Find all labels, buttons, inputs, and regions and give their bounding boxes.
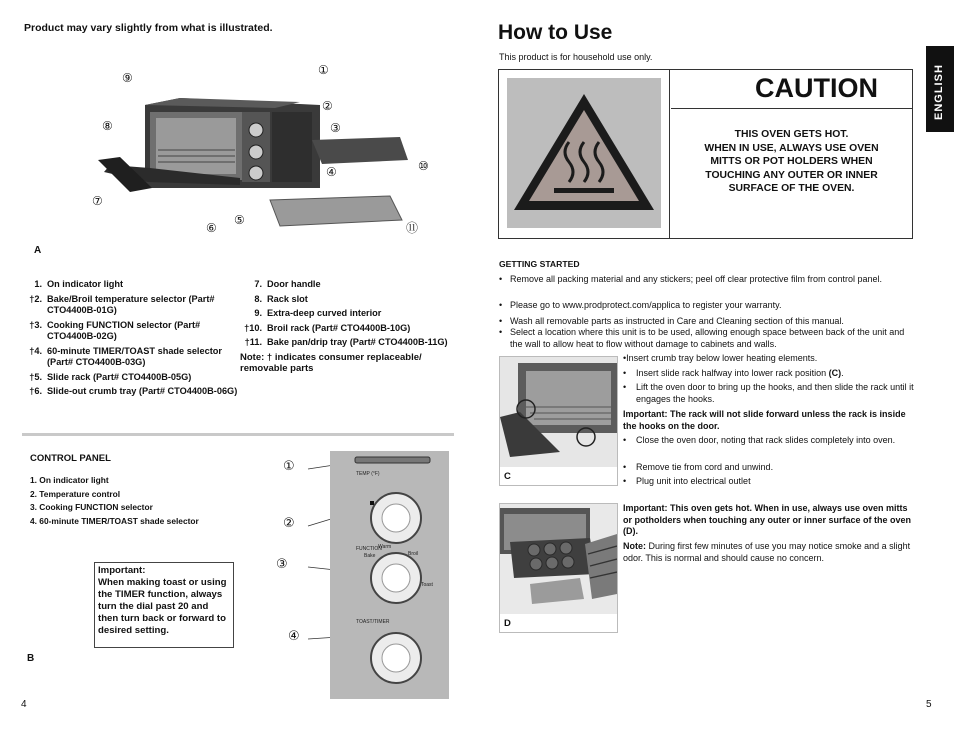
- list-item: •Insert crumb tray below lower heating elements.: [623, 353, 818, 363]
- getting-started-title: GETTING STARTED: [499, 259, 580, 269]
- language-tab: ENGLISH: [926, 46, 954, 132]
- panel-label-function: FUNCTION: [356, 546, 382, 552]
- callout-6: ⑥: [206, 221, 217, 235]
- list-item: • Select a location where this unit is to be used, allowing enough space between back of the unit and the wall to allow heat to flow without damage to cabinets and walls.: [499, 327, 905, 349]
- caution-box: [498, 69, 913, 239]
- list-item: †11. Bake pan/drip tray (Part# CTO4400B-11G): [244, 337, 448, 347]
- figure-b-label: B: [27, 653, 35, 664]
- control-panel-list: [30, 474, 199, 528]
- callout-10: ⑩: [418, 159, 429, 173]
- caution-text: THIS OVEN GETS HOT. WHEN IN USE, ALWAYS USE OVEN MITTS OR POT HOLDERS WHEN TOUCHING ANY OUTER OR INNER SURFACE OF THE OVEN.: [704, 129, 879, 194]
- product-variation-note: Product may vary slightly from what is illustrated.: [24, 22, 273, 34]
- panel-label-bake: Bake: [364, 553, 376, 559]
- important-toast-box: [94, 562, 234, 648]
- panel-label-toast-timer: TOAST/TIMER: [356, 619, 390, 625]
- replaceable-parts-note: Note: † indicates consumer replaceable/ removable parts: [240, 351, 422, 374]
- list-item: 2. Temperature control: [30, 488, 121, 499]
- list-item: †5. Slide rack (Part# CTO4400B-05G): [29, 371, 192, 382]
- oven-illustration: [90, 60, 430, 245]
- callout-7: ⑦: [92, 194, 103, 208]
- figure-c-label: C: [504, 471, 511, 482]
- figure-d-image: [499, 503, 618, 633]
- panel-callout-2: ②: [283, 516, 295, 531]
- callout-4: ④: [326, 165, 337, 179]
- panel-callout-4: ④: [288, 629, 300, 644]
- figure-c-image: [499, 356, 618, 486]
- list-item: • Plug unit into electrical outlet: [623, 476, 751, 486]
- list-item: †2. Bake/Broil temperature selector (Part# CTO4400B-01G): [29, 293, 215, 315]
- parts-list-left: [20, 279, 240, 401]
- list-item: 8. Rack slot: [254, 293, 308, 304]
- list-item: 7. Door handle: [254, 279, 321, 289]
- figure-d-label: D: [504, 618, 511, 629]
- parts-list-right: [240, 279, 452, 375]
- important-title: Important:: [98, 565, 146, 576]
- list-item: 1. On indicator light: [34, 279, 124, 289]
- panel-label-broil: Broil: [408, 551, 419, 557]
- smoke-note: Note: During first few minutes of use you may notice smoke and a slight odor. This is normal and should cause no concern.: [623, 541, 911, 563]
- page-title: How to Use: [498, 21, 613, 44]
- list-item: †3. Cooking FUNCTION selector (Part# CTO4400B-02G): [29, 319, 201, 341]
- list-item: †6. Slide-out crumb tray (Part# CTO4400B-06G): [29, 386, 238, 396]
- list-item: • Remove all packing material and any stickers; peel off clear protective film from control panel.: [499, 274, 883, 284]
- list-item: 9. Extra-deep curved interior: [254, 308, 382, 318]
- page-number-right: 5: [926, 699, 932, 710]
- control-panel-title: CONTROL PANEL: [30, 453, 111, 464]
- caution-heading: CAUTION: [671, 70, 912, 109]
- callout-8: ⑧: [102, 119, 113, 133]
- important-hot-note: Important: This oven gets hot. When in use, always use oven mitts or potholders when touching any outer or inner surface of the oven (D).: [623, 503, 912, 536]
- list-item: • Insert slide rack halfway into lower rack position (C).: [623, 368, 844, 378]
- hot-surface-warning-icon: [499, 70, 670, 238]
- list-item: 3. Cooking FUNCTION selector: [30, 502, 153, 512]
- household-use-note: This product is for household use only.: [499, 52, 653, 62]
- callout-3: ③: [330, 121, 341, 135]
- callout-5: ⑤: [234, 213, 245, 227]
- list-item: †4. 60-minute TIMER/TOAST shade selector (Part# CTO4400B-03G): [29, 345, 222, 367]
- control-panel-image: [330, 451, 449, 699]
- callout-9: ⑨: [122, 71, 133, 85]
- panel-label-warm: Warm: [378, 544, 392, 550]
- panel-label-temp: TEMP (°F): [356, 471, 380, 477]
- list-item: • Wash all removable parts as instructed in Care and Cleaning section of this manual.: [499, 316, 844, 326]
- section-divider: [22, 433, 454, 436]
- list-item: 1. On indicator light: [30, 475, 109, 485]
- list-item: • Lift the oven door to bring up the hooks, and then slide the rack until it engages the hooks.: [623, 382, 914, 404]
- panel-callout-3: ③: [276, 557, 288, 572]
- list-item: †10. Broil rack (Part# CTO4400B-10G): [244, 322, 411, 333]
- important-rack-note: Important: The rack will not slide forward unless the rack is inside the hooks on the door.: [623, 409, 906, 431]
- list-item: 4. 60-minute TIMER/TOAST shade selector: [30, 515, 199, 526]
- list-item: • Please go to www.prodprotect.com/applica to register your warranty.: [499, 300, 782, 310]
- page-number-left: 4: [21, 699, 27, 710]
- panel-callout-1: ①: [283, 459, 295, 474]
- list-item: • Close the oven door, noting that rack slides completely into oven.: [623, 435, 896, 445]
- callout-11: ⑪: [406, 221, 419, 235]
- callout-2: ②: [322, 99, 333, 113]
- callout-1: ①: [318, 63, 329, 77]
- important-text: When making toast or using the TIMER function, always turn the dial past 20 and then turn back or forward to desired setting.: [98, 577, 227, 636]
- figure-a-label: A: [34, 245, 42, 256]
- panel-label-toast: Toast: [421, 582, 433, 588]
- list-item: • Remove tie from cord and unwind.: [623, 462, 774, 472]
